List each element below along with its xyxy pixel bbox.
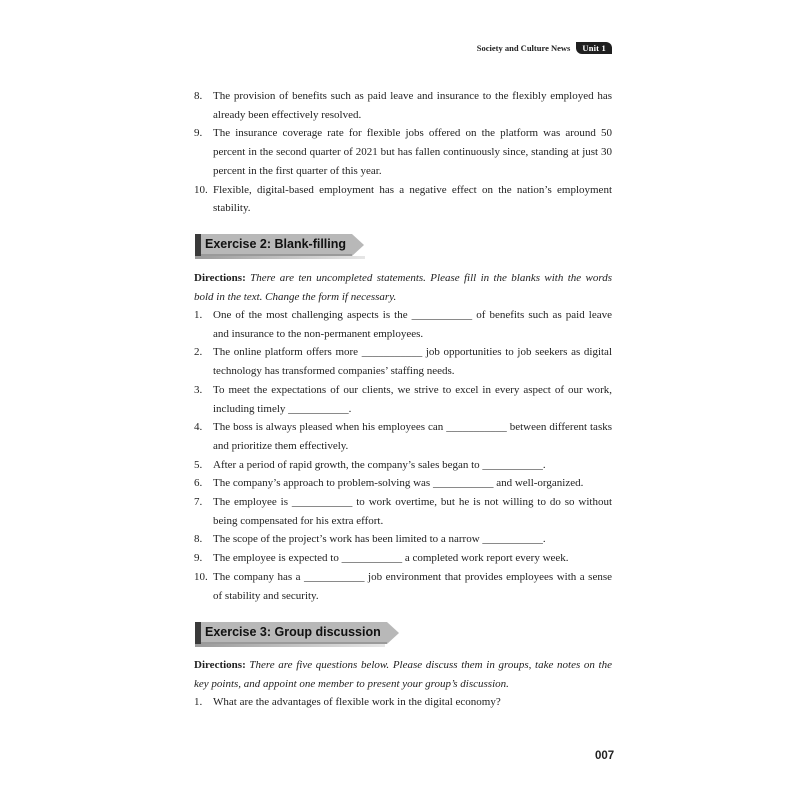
- list-item: [194, 306, 612, 343]
- list-item: [194, 549, 612, 568]
- directions-text: There are ten uncompleted statements. Please fill in the blanks with the words bold in the text. Change the form if necessary.: [194, 272, 612, 303]
- list-item: [194, 381, 612, 418]
- exercise-2-banner: [195, 234, 364, 256]
- list-item: [194, 493, 612, 530]
- item-number: 1.: [194, 696, 203, 708]
- item-text: Flexible, digital-based employment has a negative effect on the nation’s employment stability.: [213, 183, 612, 215]
- item-number: 6.: [194, 477, 203, 490]
- list-item: [194, 418, 612, 455]
- list-item: [194, 474, 612, 493]
- banner-underline: [195, 256, 365, 259]
- list-item: [194, 181, 612, 218]
- item-number: 9.: [194, 127, 203, 140]
- unit-badge: Unit 1: [576, 42, 612, 54]
- blank-filling-list: [194, 306, 612, 605]
- item-text: One of the most challenging aspects is the ___________ of benefits such as paid leave and insurance to the non-permanent employees.: [213, 309, 612, 340]
- list-item: [194, 124, 612, 180]
- item-number: 7.: [194, 496, 203, 509]
- list-item: [194, 343, 612, 380]
- header-title: Society and Culture News: [476, 43, 571, 53]
- item-text: The employee is expected to ___________ a completed work report every week.: [213, 552, 569, 565]
- directions-label: Directions:: [194, 272, 246, 284]
- item-number: 8.: [194, 533, 203, 546]
- banner-arrow: [387, 622, 399, 644]
- list-item: [194, 530, 612, 549]
- item-number: 10.: [194, 183, 208, 196]
- item-text: What are the advantages of flexible work in the digital economy?: [213, 696, 501, 708]
- item-number: 1.: [194, 309, 203, 321]
- exercise-3-title: Exercise 3: Group discussion: [201, 622, 387, 644]
- item-text: The online platform offers more ___________ job opportunities to job seekers as digital technology has transformed companies’ staffing needs.: [213, 346, 612, 378]
- banner-arrow: [352, 234, 364, 256]
- banner-underline: [195, 644, 385, 647]
- running-header: [477, 42, 612, 54]
- item-number: 8.: [194, 90, 203, 102]
- list-item: [194, 568, 612, 605]
- item-text: The provision of benefits such as paid leave and insurance to the flexibly employed has already been effectively resolved.: [213, 90, 612, 121]
- item-text: After a period of rapid growth, the company’s sales began to ___________.: [213, 458, 546, 471]
- item-number: 5.: [194, 458, 203, 471]
- directions-text: There are five questions below. Please discuss them in groups, take notes on the key points, and appoint one member to present your group’s discussion.: [194, 659, 612, 690]
- directions-label: Directions:: [194, 659, 246, 671]
- true-false-list: [194, 87, 612, 218]
- list-item: [194, 693, 612, 712]
- item-number: 3.: [194, 383, 203, 396]
- item-text: The company’s approach to problem-solving was ___________ and well-organized.: [213, 477, 584, 490]
- item-number: 4.: [194, 421, 203, 434]
- item-number: 2.: [194, 346, 203, 359]
- item-number: 9.: [194, 552, 203, 565]
- list-item: [194, 87, 612, 124]
- list-item: [194, 456, 612, 475]
- discussion-list: [194, 693, 612, 712]
- exercise-2-title: Exercise 2: Blank-filling: [201, 234, 352, 256]
- item-text: The insurance coverage rate for flexible jobs offered on the platform was around 50 percent in the second quarter of 2021 but has fallen continuously since, standing at just 30 percent in the first quarter of this year.: [213, 127, 612, 177]
- page-number: 007: [595, 750, 615, 762]
- exercise-3-banner: [195, 622, 399, 644]
- item-text: The employee is ___________ to work overtime, but he is not willing to do so without being compensated for his extra effort.: [213, 496, 612, 527]
- item-text: The scope of the project’s work has been limited to a narrow ___________.: [213, 533, 546, 546]
- item-number: 10.: [194, 570, 208, 583]
- exercise-3-directions: [194, 656, 612, 693]
- item-text: To meet the expectations of our clients, we strive to excel in every aspect of our work, including timely ___________.: [213, 383, 612, 415]
- exercise-2-directions: [194, 269, 612, 306]
- item-text: The boss is always pleased when his employees can ___________ between different tasks and prioritize them effectively.: [213, 421, 612, 452]
- item-text: The company has a ___________ job environment that provides employees with a sense of stability and security.: [213, 570, 612, 602]
